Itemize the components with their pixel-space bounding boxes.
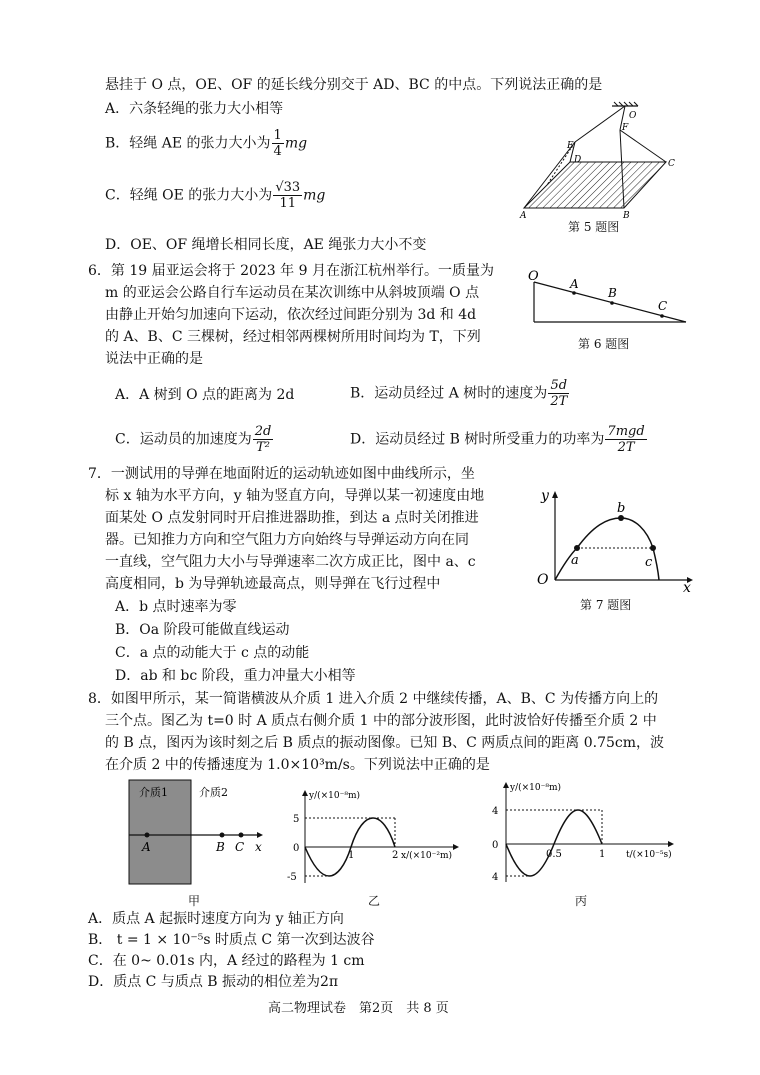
q7-stem-line-6: 高度相同，b 为导弹轨迹最高点，则导弹在飞行过程中 xyxy=(105,576,441,592)
q5-label-b: B xyxy=(623,211,630,221)
q6-option-c-fraction: $\frac{2d}{\text{T²}}$ xyxy=(254,424,272,455)
q6-label-c: C xyxy=(658,299,668,313)
q6-option-c xyxy=(115,424,274,455)
q6-option-d-text: D．运动员经过 B 树时所受重力的功率为 xyxy=(350,431,605,448)
q8-yi-ytop: 5 xyxy=(293,814,300,825)
q8-jia-medium2: 介质2 xyxy=(199,786,228,799)
q7-option-a: A．b 点时速率为零 xyxy=(115,599,237,615)
q6-option-b xyxy=(350,378,570,409)
q8-stem-line-2: 三个点。图乙为 t=0 时 A 质点右侧介质 1 中的部分波形图，此时波恰好传播至介质 2 中 xyxy=(105,713,657,729)
q8-yi-ylabel: y/(×10⁻⁸m) xyxy=(309,791,361,801)
q8-bing-ybot: 4 xyxy=(492,872,499,883)
q5-stem-continuation: 悬挂于 O 点，OE、OF 的延长线分别交于 AD、BC 的中点。下列说法正确的是 xyxy=(105,77,603,93)
q8-option-d: D．质点 C 与质点 B 振动的相位差为2π xyxy=(88,974,339,990)
q7-stem-line-2: 标 x 轴为水平方向，y 轴为竖直方向，导弹以某一初速度由地 xyxy=(105,488,485,504)
q5-figure-caption: 第 5 题图 xyxy=(568,220,620,234)
q7-axis-y: y xyxy=(541,488,549,504)
q5-label-a: A xyxy=(520,211,527,221)
q6-label-b: B xyxy=(608,286,617,300)
q8-figure-bing xyxy=(480,778,680,888)
q6-option-b-text: B．运动员经过 A 树时的速度为 xyxy=(350,385,548,402)
q6-stem-line-2: m 的亚运会公路自行车运动员在某次训练中从斜坡顶端 O 点 xyxy=(105,285,480,301)
q6-figure xyxy=(528,268,693,330)
q8-yi-tick-1: 1 xyxy=(348,850,355,861)
q8-jia-label-b: B xyxy=(216,840,225,854)
q8-yi-tick-2: 2 xyxy=(392,850,399,861)
q6-stem-line-1: 6．第 19 届亚运会将于 2023 年 9 月在浙江杭州举行。一质量为 xyxy=(88,263,494,279)
q6-stem-line-4: 的 A、B、C 三棵树，经过相邻两棵树所用时间均为 T，下列 xyxy=(105,329,481,345)
q6-stem-line-5: 说法中正确的是 xyxy=(105,351,203,367)
q7-stem-line-1: 7．一测试用的导弹在地面附近的运动轨迹如图中曲线所示，坐 xyxy=(88,466,475,482)
q6-label-a: A xyxy=(570,277,579,291)
q6-stem-line-3: 由静止开始匀加速向下运动，依次经过间距分别为 3d 和 4d xyxy=(105,307,477,323)
q8-jia-label-a: A xyxy=(142,840,151,854)
q8-bing-zero: 0 xyxy=(492,840,499,851)
q8-option-a: A．质点 A 起振时速度方向为 y 轴正方向 xyxy=(88,911,344,927)
q8-figure-jia xyxy=(125,778,275,888)
q6-option-b-fraction: $\frac{5d}{2T}$ xyxy=(550,378,568,409)
q7-stem-line-3: 面某处 O 点发射同时开启推进器助推，到达 a 点时关闭推进 xyxy=(105,510,479,526)
q8-bing-ytop: 4 xyxy=(492,806,499,817)
q8-jia-medium1: 介质1 xyxy=(139,786,168,799)
q8-yi-caption: 乙 xyxy=(368,894,381,908)
q8-bing-tick-2: 1 xyxy=(599,849,606,860)
q7-option-c: C．a 点的动能大于 c 点的动能 xyxy=(115,645,310,661)
q7-axis-x: x xyxy=(683,580,691,596)
q5-figure xyxy=(520,96,690,226)
q5-option-b: B．轻绳 AE 的张力大小为 $\frac{1}{4}$ mg xyxy=(105,128,308,159)
q8-jia-caption: 甲 xyxy=(188,894,201,908)
q5-option-a: A．六条轻绳的张力大小相等 xyxy=(105,101,284,117)
q5-option-b-fraction: $\frac{1}{4}$ xyxy=(273,128,282,159)
q5-option-c-text: C．轻绳 OE 的张力大小为 xyxy=(105,187,273,204)
q8-bing-ylabel: y/(×10⁻⁸m) xyxy=(510,783,562,793)
q7-figure xyxy=(535,484,695,596)
q8-stem-line-4: 在介质 2 中的传播速度为 1.0×10³m/s。下列说法中正确的是 xyxy=(105,757,490,773)
q5-label-o: O xyxy=(629,111,637,121)
q7-stem-line-4: 器。已知推力方向和空气阻力方向始终与导弹运动方向在同 xyxy=(105,532,469,548)
q5-option-d: D．OE、OF 绳增长相同长度，AE 绳张力大小不变 xyxy=(105,237,427,253)
q8-option-b: B． t = 1 × 10⁻⁵s 时质点 C 第一次到达波谷 xyxy=(88,932,375,948)
q8-yi-ybot: -5 xyxy=(287,872,297,883)
q8-jia-label-x: x xyxy=(255,840,262,854)
q5-option-c: C．轻绳 OE 的张力大小为 $\frac{√33}{11}$ mg xyxy=(105,180,326,211)
q5-label-c: C xyxy=(668,159,675,169)
q7-label-b: b xyxy=(617,501,626,516)
q5-option-b-text: B．轻绳 AE 的张力大小为 xyxy=(105,135,271,152)
q5-label-d: D xyxy=(574,155,582,165)
q6-option-a: A．A 树到 O 点的距离为 2d xyxy=(115,387,295,403)
q7-label-a: a xyxy=(571,553,579,568)
q6-figure-caption: 第 6 题图 xyxy=(578,337,630,351)
q8-bing-tick-1: 0.5 xyxy=(546,849,562,860)
q8-jia-label-c: C xyxy=(235,840,245,854)
q8-stem-line-1: 8．如图甲所示，某一简谐横波从介质 1 进入介质 2 中继续传播，A、B、C 为传播方向上的 xyxy=(88,691,659,707)
q7-label-o: O xyxy=(537,572,549,588)
q8-yi-zero: 0 xyxy=(293,843,300,854)
q5-option-c-fraction: $\frac{√33}{11}$ xyxy=(275,180,301,211)
q6-option-c-text: C．运动员的加速度为 xyxy=(115,431,252,448)
q5-label-e: E xyxy=(567,141,574,151)
page-footer: 高二物理试卷 第2页 共 8 页 xyxy=(268,1001,449,1016)
q8-stem-line-3: 的 B 点，图丙为该时刻之后 B 质点的振动图像。已知 B、C 两质点间的距离 0.75cm，波 xyxy=(105,735,665,751)
q7-option-d: D．ab 和 bc 阶段，重力冲量大小相等 xyxy=(115,668,356,684)
q7-figure-caption: 第 7 题图 xyxy=(580,598,632,612)
q8-figure-yi xyxy=(285,788,465,888)
q6-label-o: O xyxy=(528,269,539,284)
q5-label-f: F xyxy=(622,123,629,133)
q6-option-d xyxy=(350,424,648,455)
q7-option-b: B．Oa 阶段可能做直线运动 xyxy=(115,622,290,638)
q7-stem-line-5: 一直线，空气阻力大小与导弹速率二次方成正比，图中 a、c xyxy=(105,554,476,570)
q7-label-c: c xyxy=(645,555,653,570)
q8-bing-caption: 丙 xyxy=(575,894,588,908)
q8-bing-xlabel: t/(×10⁻⁵s) xyxy=(626,850,672,860)
q8-yi-xlabel: x/(×10⁻²m) xyxy=(401,851,453,861)
q8-option-c: C．在 0~ 0.01s 内，A 经过的路程为 1 cm xyxy=(88,953,365,969)
q6-option-d-fraction: $\frac{\text{7mgd}}{2T}$ xyxy=(607,424,645,455)
